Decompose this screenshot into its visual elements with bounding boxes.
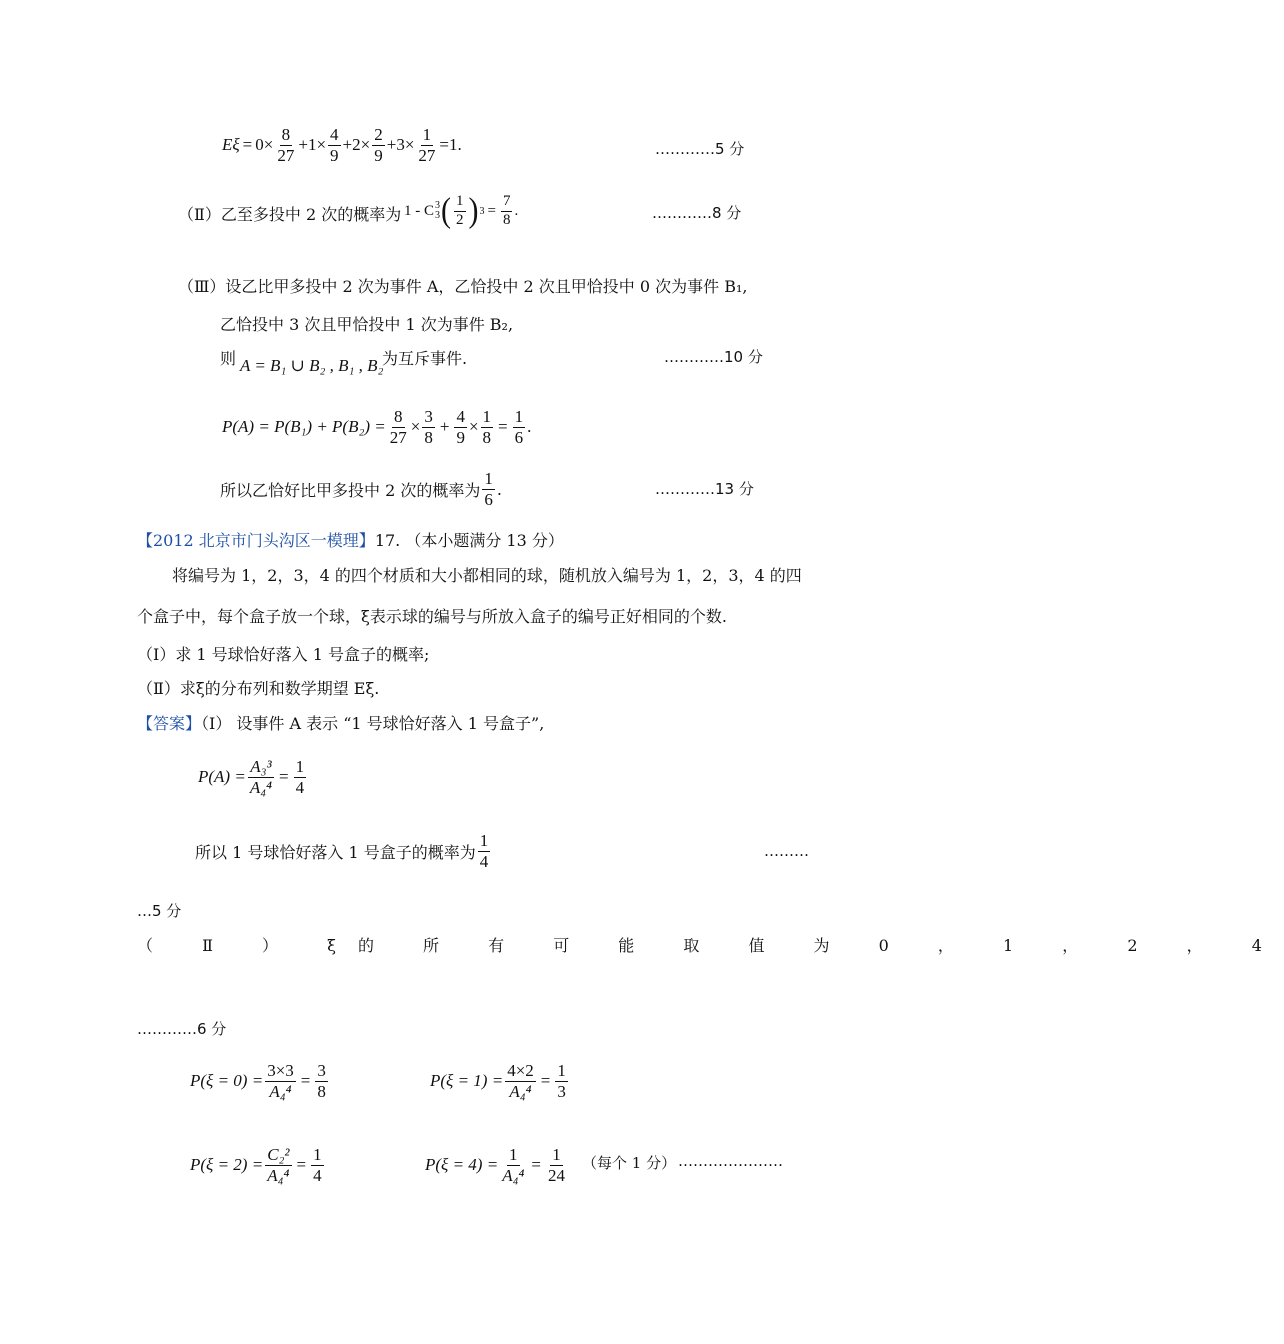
- part2-values: （ Ⅱ ） ξ的 所 有 可 能 取 值 为 0 ， 1 ， 2 ， 4: [137, 936, 1284, 955]
- part2-formula: 1 - C 3 3 ( $\frac{1}{2}$ ) 3 = $\frac{7}{8}$ .: [404, 191, 519, 230]
- fraction-2-9: $\frac{2}{9}$: [374, 125, 383, 165]
- expectation-result: =1.: [439, 135, 462, 155]
- expectation-lhs: Eξ: [222, 135, 240, 155]
- answer-tag: 【答案】: [137, 714, 202, 733]
- problem-number: 17. （本小题满分 13 分）: [374, 531, 564, 550]
- score-6: …………6 分: [137, 1020, 227, 1038]
- part3-line-2: 乙恰投中 3 次且甲恰投中 1 次为事件 B₂,: [220, 315, 514, 334]
- part3-conclusion: 所以乙恰好比甲多投中 2 次的概率为 $\frac{1}{6}$ .: [220, 469, 502, 509]
- fraction-4-9: $\frac{4}{9}$: [330, 125, 339, 165]
- expectation-formula: Eξ = 0× $\frac{8}{27}$ +1× $\frac{4}{9}$ +2× $\frac{2}{9}$ +3× $\frac{1}{27}$ =1.: [222, 125, 462, 165]
- answer-text: （Ⅰ） 设事件 A 表示 “1 号球恰好落入 1 号盒子”,: [201, 714, 545, 733]
- problem-body-2: 个盒子中，每个盒子放一个球，ξ表示球的编号与所放入盒子的编号正好相同的个数.: [137, 607, 727, 626]
- problem-source-tag: 【2012 北京市门头沟区一模理】: [137, 531, 375, 550]
- fraction-8-27: $\frac{8}{27}$: [277, 125, 295, 165]
- score-5: …………5 分: [655, 140, 745, 158]
- expectation-term-2: +1×: [298, 135, 327, 155]
- p-xi-0: P(ξ = 0) = $\frac{3\times 3}{\text{A₄⁴}}$ = $\frac{3}{8}$: [190, 1061, 326, 1101]
- score-8: …………8 分: [652, 204, 742, 222]
- fraction-7-8: $\frac{7}{8}$: [502, 193, 511, 228]
- question-2: （Ⅱ）求ξ的分布列和数学期望 Eξ.: [137, 679, 380, 698]
- p-xi-2: P(ξ = 2) = $\frac{\text{C₂²}}{\text{A₄⁴}}$ = $\frac{1}{4}$: [190, 1145, 322, 1185]
- probability-a-formula: P(A) = P(B₁) + P(B₂) = $\frac{8}{27}$ × $\frac{3}{8}$ + $\frac{4}{9}$ × $\frac{1}{8}$ = $\frac{1}{6}$ .: [222, 407, 532, 447]
- pa-formula: P(A) = $\frac{\text{A₃³}}{\text{A₄⁴}}$ = $\frac{1}{4}$: [198, 757, 305, 797]
- part2-text: （Ⅱ）乙至多投中 2 次的概率为: [178, 205, 402, 224]
- expectation-term-3: +2×: [342, 135, 371, 155]
- part2-expr-prefix: 1 - C: [404, 202, 434, 219]
- part3-line-1: （Ⅲ）设乙比甲多投中 2 次为事件 A，乙恰投中 2 次且甲恰投中 0 次为事件 B₁,: [178, 277, 748, 296]
- answer-line: [137, 711, 544, 734]
- problem-header: [137, 528, 564, 551]
- dots-a: ………: [764, 842, 809, 860]
- conclusion-1: 所以 1 号球恰好落入 1 号盒子的概率为 $\frac{1}{4}$: [195, 831, 489, 871]
- p-xi-1: P(ξ = 1) = $\frac{4\times 2}{\text{A₄⁴}}$ = $\frac{1}{3}$: [430, 1061, 566, 1101]
- score-10: …………10 分: [664, 348, 763, 366]
- fraction-1-27: $\frac{1}{27}$: [418, 125, 436, 165]
- each-point-note: （每个 1 分）: [582, 1154, 677, 1172]
- part3-then: 则: [220, 349, 237, 368]
- score-13: …………13 分: [655, 480, 754, 498]
- problem-body-1: 将编号为 1，2，3，4 的四个材质和大小都相同的球，随机放入编号为 1，2，3，4 的四: [172, 566, 802, 585]
- dots-end: …………………: [678, 1152, 783, 1170]
- union-expression: A = B₁ ∪ B₂ , B₁ , B₂: [240, 356, 384, 375]
- fraction-1-2: $\frac{1}{2}$: [456, 193, 464, 228]
- expectation-term-4: +3×: [386, 135, 415, 155]
- dots-b: …5 分: [137, 902, 182, 920]
- mutex-text: 为互斥事件.: [382, 349, 468, 368]
- question-1: （Ⅰ）求 1 号球恰好落入 1 号盒子的概率;: [137, 645, 430, 664]
- expectation-term-1: 0×: [255, 135, 274, 155]
- p-xi-4: P(ξ = 4) = $\frac{1}{\text{A₄⁴}}$ = $\frac{1}{24}$: [425, 1145, 565, 1185]
